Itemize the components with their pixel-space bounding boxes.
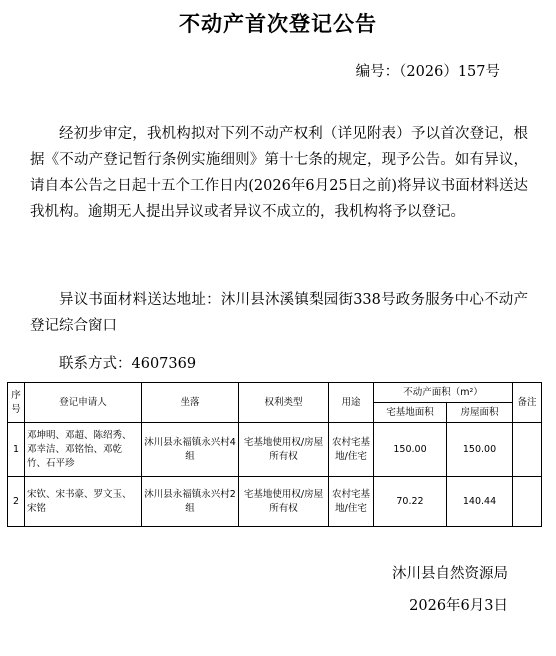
cell-location: 沐川县永福镇永兴村4组	[142, 423, 239, 477]
cell-usage: 农村宅基地/住宅	[329, 477, 374, 527]
cell-land-area: 150.00	[374, 423, 447, 477]
header-index: 序号	[8, 383, 25, 423]
cell-house-area: 150.00	[447, 423, 513, 477]
header-location: 坐落	[142, 383, 239, 423]
cell-house-area: 140.44	[447, 477, 513, 527]
notice-paragraph-address: 异议书面材料送达地址：沐川县沐溪镇梨园街338号政务服务中心不动产登记综合窗口	[30, 292, 528, 334]
cell-remarks	[513, 423, 542, 477]
issue-date: 2026年6月3日	[409, 598, 508, 614]
header-land-area: 宅基地面积	[374, 403, 447, 423]
header-applicant: 登记申请人	[25, 383, 142, 423]
table-row	[8, 477, 542, 527]
cell-usage: 农村宅基地/住宅	[329, 423, 374, 477]
cell-right-type: 宅基地使用权/房屋所有权	[239, 477, 329, 527]
cell-land-area: 70.22	[374, 477, 447, 527]
header-right-type: 权利类型	[239, 383, 329, 423]
registration-table	[7, 382, 542, 527]
cell-right-type: 宅基地使用权/房屋所有权	[239, 423, 329, 477]
table-header-row	[8, 383, 542, 403]
header-house-area: 房屋面积	[447, 403, 513, 423]
header-usage: 用途	[329, 383, 374, 423]
cell-remarks	[513, 477, 542, 527]
table-row	[8, 423, 542, 477]
header-remarks: 备注	[513, 383, 542, 423]
cell-applicant: 宋钦、宋书豪、罗文玉、宋铭	[25, 477, 142, 527]
doc-number: 编号：（2026）157号	[355, 64, 500, 80]
cell-applicant: 邓坤明、邓超、陈绍秀、邓幸洁、邓铭怡、邓乾竹、石平珍	[25, 423, 142, 477]
notice-title: 不动产首次登记公告	[179, 12, 377, 36]
notice-paragraph-contact: 联系方式：4607369	[59, 356, 197, 372]
cell-location: 沐川县永福镇永兴村2组	[142, 477, 239, 527]
header-area-group: 不动产面积（m²）	[374, 383, 513, 403]
issuing-organization: 沐川县自然资源局	[392, 566, 508, 582]
cell-index: 2	[8, 477, 25, 527]
notice-paragraph-intro: 经初步审定，我机构拟对下列不动产权利（详见附表）予以首次登记，根据《不动产登记暂行条例实施细则》第十七条的规定，现予公告。如有异议，请自本公告之日起十五个工作日内(2026年6月25日之前)将异议书面材料送达我机构。逾期无人提出异议或者异议不成立的，我机构将予以登记。	[30, 126, 528, 220]
cell-index: 1	[8, 423, 25, 477]
